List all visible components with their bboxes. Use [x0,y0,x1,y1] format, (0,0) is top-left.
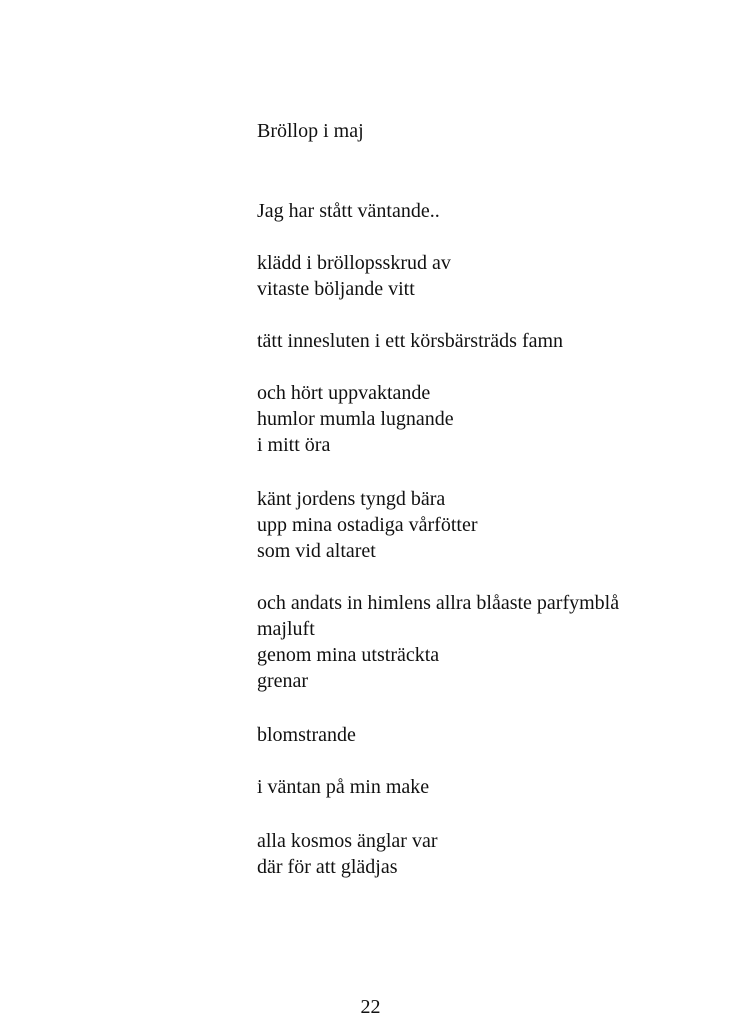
poem-line: och andats in himlens allra blåaste parfymblå [257,592,620,614]
poem-line: blomstrande [257,724,356,746]
poem-line: Jag har stått väntande.. [257,200,440,222]
poem-line: klädd i bröllopsskrud av [257,252,451,274]
poem-line: genom mina utsträckta [257,644,440,666]
poem-line: alla kosmos änglar var [257,830,438,852]
poem-title: Bröllop i maj [257,120,364,142]
page-number: 22 [360,996,381,1018]
poem-line: majluft [257,618,315,640]
poem-line: och hört uppvaktande [257,382,431,404]
poem-line: som vid altaret [257,540,376,562]
poem-line: i väntan på min make [257,776,430,798]
poem-line: vitaste böljande vitt [257,278,415,300]
poem-line: där för att glädjas [257,856,398,878]
poem-line: upp mina ostadiga vårfötter [257,514,478,536]
poem-line: humlor mumla lugnande [257,408,454,430]
poem-line: känt jordens tyngd bära [257,488,446,510]
poem-line: i mitt öra [257,434,331,456]
poem-line: grenar [257,670,309,692]
poem-line: tätt innesluten i ett körsbärsträds famn [257,330,564,352]
